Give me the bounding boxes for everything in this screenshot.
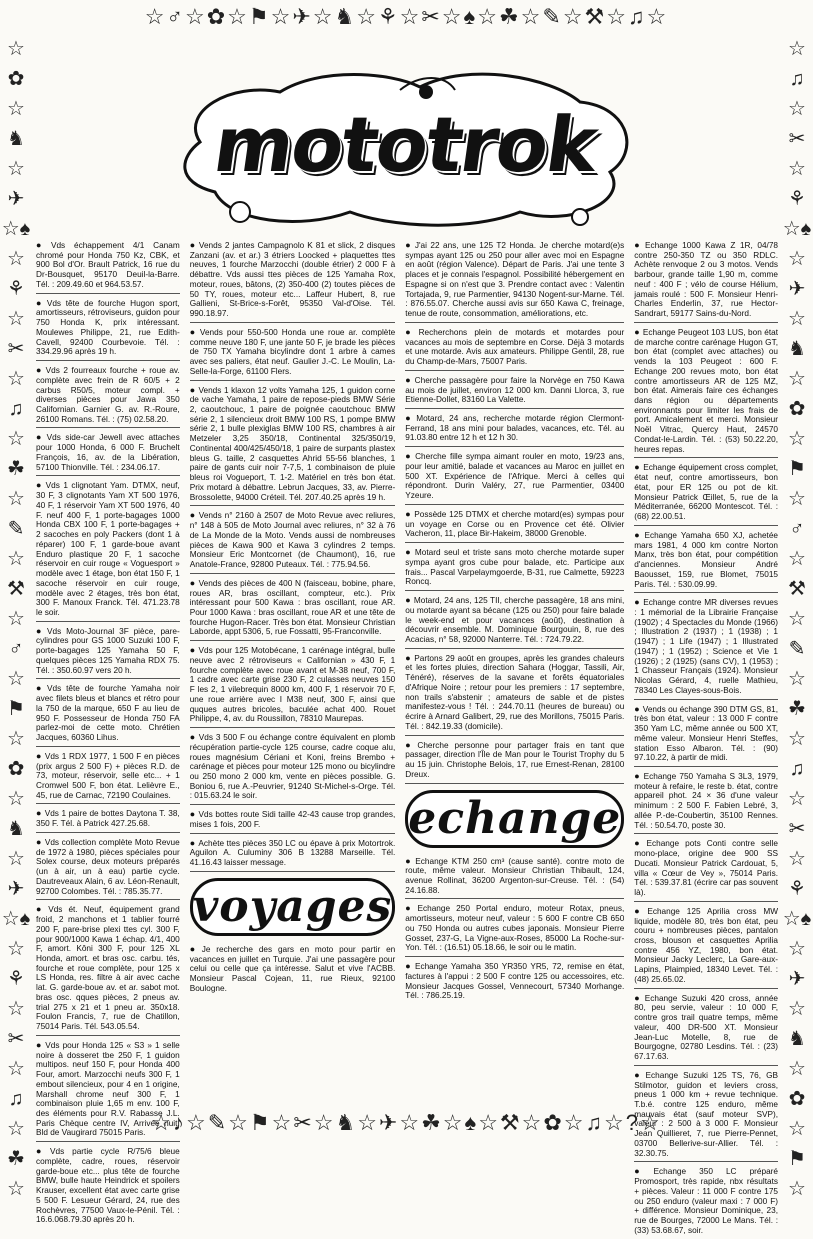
classified-ad	[190, 944, 396, 997]
classified-ad-text: Echange 750 Yamaha S 3L3, 1979, moteur à refaire, le reste b. état, contre appareil phot. 24 × 36 d'une valeur minimum : 2 500 F. Fabien Lebré, 3, allée P.-de-Coubertin, 35100 Rennes. Tél. : 50.54.70, poste 30.	[634, 771, 779, 830]
classified-ad-text: Cherche passagère pour faire la Norvège en 750 Kawa au mois de juillet, environ 12 000 km. Danni Llorca, 3, rue Etienne-Dollet, 83160 La Valette.	[405, 375, 625, 405]
classified-ad-text: Vds Moto-Journal 3F pièce, pare-cylindres pour GS 1000 Suzuki 100 F, porte-bagages 125 Yamaha 50 F, quelques pièces 125 Yamaha RDX 75. Tél. : 350.60.97 vers 20 h.	[36, 626, 180, 675]
classified-ad	[190, 838, 396, 872]
classified-ad-text: Echange 350 LC préparé Promosport, très rapide, nbx résultats + pièces. Valeur : 11 000 F contre 175 ou 250 enduro (valeur maxi : 7 000 F) + différence. Monsieur Dominique, 23, rue de Bourges, 72000 Le Mans. Tél. : (33) 53.68.67, soir.	[634, 1167, 779, 1235]
classified-ad-text: Echange Yamaha 350 YR350 YR5, 72, remise en état, factures à l'appui : 2 500 F contre 125 ou accessoires, etc. Monsieur Jacques Gossel, Vennecourt, 57340 Morhange. Tél. : 786.25.19.	[405, 962, 625, 1001]
classified-ad-text: Echange KTM 250 cm³ (cause santé). contre moto de route, même valeur. Monsieur Christian Thibault, 124, avenue Rollinat, 36200 Argenton-sur-Creuse. Tél. : (54) 24.16.88.	[405, 856, 625, 895]
bullet-icon: ●	[36, 297, 44, 308]
classified-ad	[36, 808, 180, 832]
classified-ad-text: Vends 2 jantes Campagnolo K 81 et slick, 2 disques Zanzani (av. et ar.) 3 étriers Loocked + plaquettes ttes neuves, 1 fourche Marzocchi (double étrier) 2 000 F à débattre. Vds aussi ttes pièces de 125 Yamaha Rox, moteur, roues, bâtons, (2) 350-400 (2) toutes pièces de 50 TY, roues, moteur etc... Laffeur Hubert, 8, rue Gallieni, St-Brice-s-Forêt, 95350 Val-d'Oise. Tél. 990.18.97.	[189, 241, 396, 319]
bullet-icon: ●	[36, 904, 46, 915]
classified-ad-text: Vds 1 paire de bottes Daytona T. 38, 350 F. Tél. à Patrick 427.25.68.	[36, 809, 180, 829]
classified-ad	[634, 530, 778, 593]
bullet-icon: ●	[634, 703, 640, 714]
classified-ad	[36, 298, 180, 361]
classified-ad-text: Cherche personne pour partager frais en tant que passager, direction l'Île de Man pour le Tourist Trophy du 5 au 15 juin. Christophe Belois, 17, rue Ernest-Renan, 28100 Dreux.	[405, 740, 625, 779]
classified-ad-text: Vends des pièces de 400 N (faisceau, bobine, phare, roues AR, bras oscillant, compteur, etc.). Prix intéressant pour 500 Kawa : bras oscillant, roue AR. Pour 1000 Kawa : bras oscillant, roue AR et une tête de fourche Hugon-Racer. Très bon état. Monsieur Christian Laborde, appt 5306, 5, rue Fossatti, 95-Franconville.	[189, 578, 396, 637]
classified-ad	[405, 903, 624, 957]
bullet-icon: ●	[36, 365, 43, 376]
classified-ad	[190, 809, 396, 833]
classified-ad	[36, 1146, 180, 1228]
classified-ad	[634, 838, 778, 901]
classified-ad-text: Vds pour Honda 125 « S3 » 1 selle noire à dosseret tbe 250 F, 1 guidon multipos. neuf 150 F, pour Honda 400 Four, amort. Marzocchi neufs 300 F, 1 embout silencieux, pour 4 en 1 origine, Marshall chrome neuf 300 F, 1 combinaison pluie 1,65 m env. 100 F, des éléments pour R.V. Rabasse J.L. Paris Chèque centre IV, Arrivée nuit, Bld de Vaugirard 75015 Paris.	[36, 1040, 180, 1138]
bullet-icon: ●	[405, 326, 416, 337]
classified-ad-text: Je recherche des gars en moto pour partir en vacances en juillet en Turquie. J'ai une passagère pour celui ou celle que ça intéresse. Salut et vive l'ACBB. Monsieur Pascal Cojean, 11, rue Rieux, 92100 Boulogne.	[189, 944, 396, 993]
bullet-icon: ●	[405, 855, 413, 866]
classified-ad-text: Echange Yamaha 650 XJ, achetée mars 1981, 4 000 km contre Norton Manx, très bon état, pour compétition d'anciennes. Monsieur André Baousset, 159, rue Blomet, 75015 Paris. Tél. : 530.09.99.	[634, 530, 779, 589]
classified-ad-text: Vds échappement 4/1 Canam chromé pour Honda 750 Kz, CBK, et 900 Bol d'Or. Brault Patrick, 16 rue du Dr-Bousquet, 95170 Deuil-la-Barre. Tél. : 209.49.60 et 964.53.57.	[36, 241, 180, 289]
ad-column-3	[405, 240, 624, 1090]
bullet-icon: ●	[634, 905, 645, 916]
classified-ad-text: Achète ttes pièces 350 LC ou épave à prix Motortrok. Aguilon A. Culuminy 306 B 13288 Marseille. Tél. 41.16.43 laisser message.	[189, 838, 396, 868]
classified-ad	[190, 578, 396, 641]
classified-ad-text: Vds 3 500 F ou échange contre équivalent en plomb récupération partie-cycle 125 course, cadre coque alu, roues magnésium Cériani et Koni, freins Brembo + carénage et pièces pour moteur 125 mono ou bicylindre ou 250 mono 2 000 km, vente en pièces possible. G. Boniou 6, rue A.-Peuvrier, 91240 St-Michel-s-Orge. Tél. : 015.63.24 le soir.	[189, 733, 396, 801]
bullet-icon: ●	[405, 595, 411, 606]
classified-ad-text: Vends ou échange 390 DTM GS, 81, très bon état, valeur : 13 000 F contre 350 Yam LC, même année ou 500 XT, même valeur. Monsieur Henri Steffes, station Esso Albaron. Tél. : (90) 97.10.22, à partir de midi.	[634, 704, 779, 763]
classified-ad-text: Possède 125 DTMX et cherche motard(es) sympas pour un voyage en Corse ou en Provence cet été. Olivier Vacheron, 11, place Bir-Hakeim, 38000 Grenoble.	[405, 509, 625, 539]
bullet-icon: ●	[634, 597, 641, 608]
bullet-icon: ●	[189, 510, 196, 521]
classified-ad-text: Echange Suzuki 420 cross, année 80, peu servie, valeur : 10 000 F, contre gros trail quatre temps, même valeur, 400 DR-500 XT. Monsieur Jean-Luc Motelle, 8, rue de Bourgogne, 02780 Lesdins. Tél. : (23) 67.17.63.	[634, 993, 779, 1062]
bullet-icon: ●	[189, 240, 196, 250]
classified-ad-text: Echange pots Conti contre selle mono-place, origine dee 900 SS Ducati. Monsieur Patrick Cardouat, 5, villa « Cœur de Vey », 75014 Paris. Tél. : 539.37.81 (écrire car pas souvent là).	[634, 839, 779, 898]
classified-ad	[405, 451, 624, 505]
classified-ad	[634, 597, 778, 699]
classified-ad	[190, 327, 396, 381]
classified-ad-text: Motard, 24 ans, 125 TII, cherche passagère, 18 ans mini, ou motarde ayant sa bécane (125 ou 250) pour faire balade le week-end et pour vacances (août), destination à découvrir ensemble. M. Dominique Bourgouin, 8, rue des Acacias, n° 58, 92000 Nanterre. Tél. : 724.79.22.	[405, 596, 625, 644]
classified-ad	[405, 856, 624, 900]
bullet-icon: ●	[405, 652, 412, 663]
classified-ad-text: Vds bottes route Sidi taille 42-43 cause trop grandes, mises 1 fois, 200 F.	[189, 810, 396, 829]
section-heading-voyages: voyages	[190, 878, 396, 936]
classified-ad	[634, 771, 778, 834]
bullet-icon: ●	[36, 480, 43, 491]
ad-column-4	[634, 240, 779, 1235]
bullet-icon: ●	[36, 1146, 48, 1157]
classified-ad-text: Echange 250 Portal enduro, moteur Rotax, pneus, amortisseurs, moteur neuf, valeur : 5 600 F contre CB 650 ou 750 Honda ou autres cubes japonais. Monsieur Pierre Gosset, 237-G, La Vigne-aux-Roses, 85000 La Roche-sur-Yon. Tél. : (16.51) 05.18.66, le soir ou le matin.	[405, 904, 625, 953]
classified-ad	[634, 240, 778, 323]
classified-ad-text: Echange équipement cross complet, état neuf, contre amortisseurs, bon état, pour ER 125 ou pot de kit. Monsieur Patrick Œillet, 5, rue de la Méditerranée, 66200 Montescot. Tél. : (68) 22.00.51.	[634, 463, 779, 522]
section-heading-echange: echange	[405, 790, 624, 848]
classified-ad	[405, 327, 624, 371]
classified-ad-text: Echange 125 Aprilia cross MW liquide, modèle 80, très bon état, peu couru + nombreuses pièces, pantalon cross, blouson et casquettes Aprilia contre 456 YZ, 1980, bon état. Monsieur Jacky Leclerc, La Gare-aux-Lapins, Plaimpied, 18340 Levet. Tél. : (48) 25.65.02.	[634, 906, 779, 984]
bullet-icon: ●	[189, 809, 196, 820]
bullet-icon: ●	[405, 374, 412, 385]
ad-column-1	[36, 240, 180, 1225]
classified-ad-text: Vds ét. Neuf, équipement grand froid, 2 manchons et 1 tablier fourré 200 F, pare-brise plexi ttes cyl. 300 F, pour 900/1000 Kawa 1 échap. 4/1, 400 F, amort. Kôni 300 F, pour 125 XL Honda, amort. et bras osc. carbu. tés, fourche et roue complète, pour 125 x LS Honda, res. filtre à air avec cache lat. G. garde-boue av. et ar. sabot mot. bras osc. qques pièces, 2 pneus av. trial 275 x 21 et 1 pneu ar. 350x18. Foulon Francis, 7, rue de Chatillon, 75014 Paris. Tél. 543.05.54.	[36, 905, 180, 1032]
bullet-icon: ●	[405, 739, 415, 750]
bullet-icon: ●	[36, 240, 48, 250]
classified-ad	[36, 837, 180, 900]
classified-ad	[36, 683, 180, 746]
classified-ad-text: Vds tête de fourche Yamaha noir avec filets bleus et blancs et rétro pour la 750 de la marque, 650 F au lieu de 950 F. Possesseur de Honda 750 FA parlez-moi de cette moto. Chrétien Jacques, 60360 Lihus.	[36, 684, 180, 743]
classified-columns	[36, 240, 779, 1235]
classified-ad-text: Vds 1 clignotant Yam. DTMX, neuf, 30 F, 3 clignotants Yam XT 500 1976, 40 F, 1 réservoir Yam XT 500 1976, 40 F. neuf 400 F, 1 porte-bagages 1000 Honda CBX 100 F, 1 porte-bagages + 2 sacoches en poly Packers (dont 1 à réparer) 100 F, 1 garde-boue avant Enduro plastique 20 F, 1 sacoche réservoir en cuir rouge « Voguesport » modèle avec 1 étage, bon état 150 F, 1 sacoche réservoir en cuir rouge, modèle avec 2 étages, très bon état, 300 F. Manoux Franck. Tél. 471.23.78 le soir.	[36, 481, 180, 617]
classified-ad	[405, 653, 624, 736]
classified-ad-text: Vds pour 125 Motobécane, 1 carénage intégral, bulle neuve avec 2 rétroviseurs « Californian » 430 F, 1 fourche complète avec roue avant et M-38 neuf, 700 F, 1 cadre avec carte grise 230 F, 2 culasses neuves 150 F les 2, 1 vilebrequin 8000 km, 400 F, 1 réservoir 70 F, une roue arrière avec I M38 neuf, 300 F, ainsi que quques autres bricoles, baculée achat 400. Rouet Philippe, 4, av. du Roussillon, 78310 Maurepas.	[189, 646, 396, 724]
classified-ad-text: Echange 1000 Kawa Z 1R, 04/78 contre 250-350 TZ ou 350 RDLC. Achète renvoque 2 ou 3 motos. Vends barbour, grande taille 1,90 m, comme neuf : 400 F ; vélo de course Hélium, jamais roulé : 500 F. Monsieur Henri-Charles Enderlin, 37, rue Hector-Sandrart, 59177 Sains-du-Nord.	[634, 241, 779, 319]
classified-ad	[190, 510, 396, 573]
classified-ad	[634, 704, 778, 767]
bullet-icon: ●	[634, 992, 642, 1003]
bullet-icon: ●	[634, 240, 643, 250]
classified-ad-text: Vends n° 2160 à 2507 de Moto Revue avec reliures, n° 148 à 505 de Moto Journal avec reliures, n° 32 à 76 de La Monde de la Moto. Vends aussi de nombreuses pièces de Kawa 900 et Kawa 3 cylindres 2 temps. Monsieur Eric Montcornet (de Chaumont), 16, rue Anatole-France, 92800 Puteaux. Tél. : 775.94.56.	[189, 511, 396, 570]
classified-ad	[634, 993, 778, 1066]
classified-ad	[36, 626, 180, 680]
classified-ad	[405, 413, 624, 447]
classified-ad-text: Motard seul et triste sans moto cherche motarde super sympa ayant gros cube pour balade, etc. Participe aux frais... Pascal Varpelaymgoerde, B-31, rue Calmette, 59223 Roncq.	[405, 548, 625, 587]
classified-ad-text: Vds collection complète Moto Revue de 1972 à 1980, pièces spéciales pour Solex course, deux moteurs préparés (un à air, un à eau) partie cycle. Dautreveaux Alain, 6 av. Léon-Renault, 92700 Colombes. Tél. : 785.35.77.	[36, 837, 180, 896]
classified-ad-text: Vds 1 RDX 1977, 1 500 F en pièces (prix argus 2 500 F) + pièces R.D. de 73, moteur, réservoir, selle etc... + 1 Cromwel 500 F, bon état. Lelièvre E., 45, rue de Carnac, 72190 Coulaines.	[36, 751, 180, 800]
decorative-border-top: ☆♂☆✿☆⚑☆✈☆♞☆⚘☆✂☆♠☆☘☆✎☆⚒☆♫☆	[144, 4, 669, 29]
decorative-border-bottom: ☆♪☆✎☆⚑☆✂☆♞☆✈☆☘☆♠☆⚒☆✿☆♫☆?☆	[151, 1110, 662, 1135]
classified-ad	[405, 509, 624, 543]
bullet-icon: ●	[189, 326, 197, 337]
masthead-logo	[170, 62, 640, 232]
classified-ad	[36, 904, 180, 1036]
bullet-icon: ●	[189, 732, 196, 743]
classified-ad	[405, 595, 624, 649]
bullet-icon: ●	[634, 838, 644, 849]
classified-ad-text: Partons 29 août en groupes, après les grandes chaleurs et les fortes pluies, direction Sahara (Hoggar, Tassili, Air, Ténéré), réserves de la savane et forêts équatoriales d'Afrique Noire ; retour pour les premiers : 17 septembre, non trails s'abstenir ; amateurs de sable et de pistes manifestez-vous ! Tél. : 244.70.11 (heures de bureau) ou écrire à Arnard Galibert, 29, rue des Morillons, 75015 Paris. Tél. : 842.19.33 (domicile).	[405, 653, 625, 731]
classified-ad	[405, 740, 624, 784]
classified-ad-text: Motard, 24 ans, recherche motarde région Clermont-Ferrand, 18 ans mini pour balades, vacances, etc. Tél. au 91.03.80 entre 12 h et 12 h 30.	[405, 414, 625, 443]
bullet-icon: ●	[36, 836, 42, 847]
classified-ad	[190, 732, 396, 805]
classified-ad	[36, 365, 180, 428]
classified-ad	[405, 961, 624, 1004]
bullet-icon: ●	[36, 808, 42, 819]
bullet-icon: ●	[634, 462, 641, 473]
classified-ad-text: Vends 1 klaxon 12 volts Yamaha 125, 1 guidon corne de vache Yamaha, 1 paire de repose-pieds BMW Série 2, caoutchouc, 1 paire de poignée caoutchouc BMW série 2, 1 silencieux droit BMW 100 RS, 1 pompe BMW série 2, 1 bulle plexiglas BMW 100 RS, chambres à air Metzeler 3,25 350/18, Continental 325/350/19, Continental 400/425/450/18, 1 paire de surpants plastex bleus G. taille, 2 casquettes Ahrid 55-56 blanches, 1 paire de gants cuir noir 7-7,5, 1 combinaison de pluie bleus roi Vogueport, T. 1-2. Matériel en très bon état. Prix motard à débattre. Lebrun Jacques, 33, av. Pierre-Brossolette, 94000 Créteil. Tél. 207.40.25 après 19 h.	[189, 385, 396, 502]
bullet-icon: ●	[36, 432, 44, 443]
bullet-icon: ●	[36, 683, 45, 694]
bullet-icon: ●	[634, 326, 640, 337]
classified-ad	[405, 547, 624, 591]
bullet-icon: ●	[405, 547, 412, 558]
classified-ad-text: Echange Peugeot 103 LUS, bon état de marche contre carénage Hugon GT, bon état (complet avec attaches) ou vends la 103 Peugeot : 600 F. Echange 200 revues moto, bon état contre amortisseurs AR de 125 MZ, bon état. Aimerais faire ces échanges dans région ou départements environnants pour limiter les frais de port. Amicalement et merci. Monsieur Noël Vitrac, Quercy Haut, 24570 Condat-le-Lardin. Tél. : (53) 50.22.20, heures repas.	[634, 327, 779, 454]
classified-ad-text: Vds partie cycle R/75/6 bleue complète, cadre, roues, réservoir garde-boue etc... plus tête de fourche BMW, bulle haute Heindrick et spoilers Krauser, excellent état avec carte grise 5 500 F. Lesueur Gérard, 24, rue des Rochèvres, 77500 Vaux-le-Pénil. Tél. : 16.6.068.79.30 après 20 h.	[36, 1147, 180, 1225]
classified-ad-text: Echange Suzuki 125 TS, 76, GB Stilmotor, guidon et leviers cross, pneus 1 000 km + revue technique. T.b.é. contre 125 enduro, même mauvais état (sauf moteur SVP), valeur : 2 500 à 3 000 F. Monsieur Jean Quillieret, 7, rue Pierre-Pennet, 03700 Bellerive-sur-Allier. Tél. : 32.30.75.	[634, 1070, 779, 1158]
classified-ad	[36, 432, 180, 476]
bullet-icon: ●	[36, 750, 42, 761]
bullet-icon: ●	[405, 508, 412, 519]
classified-ad	[190, 385, 396, 507]
classified-ad-text: Vds 2 fourreaux fourche + roue av. complète avec frein de R 60/5 + 2 carbus R50/5, moteur compl. + diverses pièces pour Jawa 350 Californian. Garnier G. av. R.-Roure, 26100 Romans. Tél. : (75) 02.58.20.	[36, 366, 180, 424]
bullet-icon: ●	[189, 384, 196, 395]
classified-ad	[36, 751, 180, 805]
bullet-icon: ●	[405, 451, 413, 462]
classified-ad	[36, 240, 180, 294]
classified-ad-text: Vends pour 550-500 Honda une roue ar. complète comme neuve 180 F, une jante 50 F, je brade les pièces de 750 TX Yamaha bicylindre dont 1 arbre à cames avec ses paliers, état neuf. Gaulier J.-C. Le Moulin, La-Selle-la-Forge, 61100 Flers.	[189, 327, 396, 376]
decorative-border-left: ☆✿☆♞☆✈☆♠☆⚘☆✂☆♫☆☘☆✎☆⚒☆♂☆⚑☆✿☆♞☆✈☆♠☆⚘☆✂☆♫☆☘☆	[1, 38, 31, 1200]
classified-ad-text: Vds tête de fourche Hugon sport, amortisseurs, rétroviseurs, guidon pour 750 Honda K, prix intéressant. Moulewes Philippe, 21, rue Edith-Cavell, 92400 Courbevoie. Tél. : 334.29.96 après 19 h.	[36, 298, 180, 357]
classified-ad-text: Recherchons plein de motards et motardes pour vacances au mois de septembre en Corse. Déjà 3 motards et une motarde. Avis aux amateurs. Philippe Gentil, 28, rue du Champ-de-Mars, 75007 Paris.	[405, 327, 625, 367]
classified-ad	[634, 1166, 778, 1238]
decorative-border-right: ☆♫☆✂☆⚘☆♠☆✈☆♞☆✿☆⚑☆♂☆⚒☆✎☆☘☆♫☆✂☆⚘☆♠☆✈☆♞☆✿☆⚑☆	[782, 38, 812, 1200]
bullet-icon: ●	[405, 903, 415, 914]
bullet-icon: ●	[634, 1069, 643, 1080]
bullet-icon: ●	[189, 577, 196, 588]
bullet-icon: ●	[36, 625, 45, 636]
classified-ad	[405, 375, 624, 409]
bullet-icon: ●	[405, 413, 414, 424]
classified-ad-text: Echange contre MR diverses revues : 1 mémorial de la Librairie Française (1902) ; 4 Spectacles du Monde (1966) ; Illustration 2 (1937) ; 1 (1938) ; 1 (1947) ; 1 Life (1947) ; 1 Illustrated (1947) ; 1 (1952) ; Science et Vie 1 (1926) ; 2 (1925) (sans CV), 1 (1953) ; 1 Chasseur Français (1924). Monsieur Nicolas Gérard, 4, ruelle Mathieu, 78340 Les Clayes-sous-Bois.	[634, 598, 779, 695]
bullet-icon: ●	[36, 1039, 43, 1050]
bullet-icon: ●	[634, 770, 641, 781]
bullet-icon: ●	[189, 645, 196, 656]
classified-ad	[190, 240, 396, 323]
bullet-icon: ●	[405, 961, 412, 972]
bullet-icon: ●	[405, 240, 412, 250]
classified-ad-text: Cherche fille sympa aimant rouler en moto, 19/23 ans, pour leur amitié, balade et vacances au Maroc en juillet en 500 XT. Expérience de l'Afrique. Merci à celles qui répondront. Durin Valéry, 27, rue Parmentier, 03400 Yzeure.	[405, 452, 625, 501]
classified-ad	[405, 240, 624, 323]
classified-ad	[634, 462, 778, 525]
classified-ad-text: Vds side-car Jewell avec attaches pour 1000 Honda, 6 000 F. Bruchelt François, 16, av. de la Libération, 57100 Thionville. Tél. : 234.06.17.	[36, 433, 180, 472]
classified-ad	[190, 645, 396, 728]
classified-ad-text: J'ai 22 ans, une 125 T2 Honda. Je cherche motard(e)s sympas ayant 125 ou 250 pour aller avec moi en Espagne en août (région Valence). Départ de Paris. J'ai une tente 3 places et je connais l'espagnol. Possibilité hébergement en Espagne si on n'est que 3. Prendre contact avec : Valentin Tortajada, 9, rue Parmentier, 94130 Nogent-sur-Marne. Tél. : 876.55.07. Cherche aussi avis sur 650 Kawa C, freinage, tenue de route, consommation, améliorations, etc.	[405, 241, 625, 319]
bullet-icon: ●	[189, 837, 196, 848]
bullet-icon: ●	[189, 943, 199, 954]
classified-ad	[36, 480, 180, 621]
classified-ad	[634, 906, 778, 989]
bullet-icon: ●	[634, 1166, 651, 1177]
masthead-title: mototrok	[208, 100, 602, 189]
classified-ad	[634, 327, 778, 459]
bullet-icon: ●	[634, 529, 642, 540]
ad-column-2	[190, 240, 396, 1090]
